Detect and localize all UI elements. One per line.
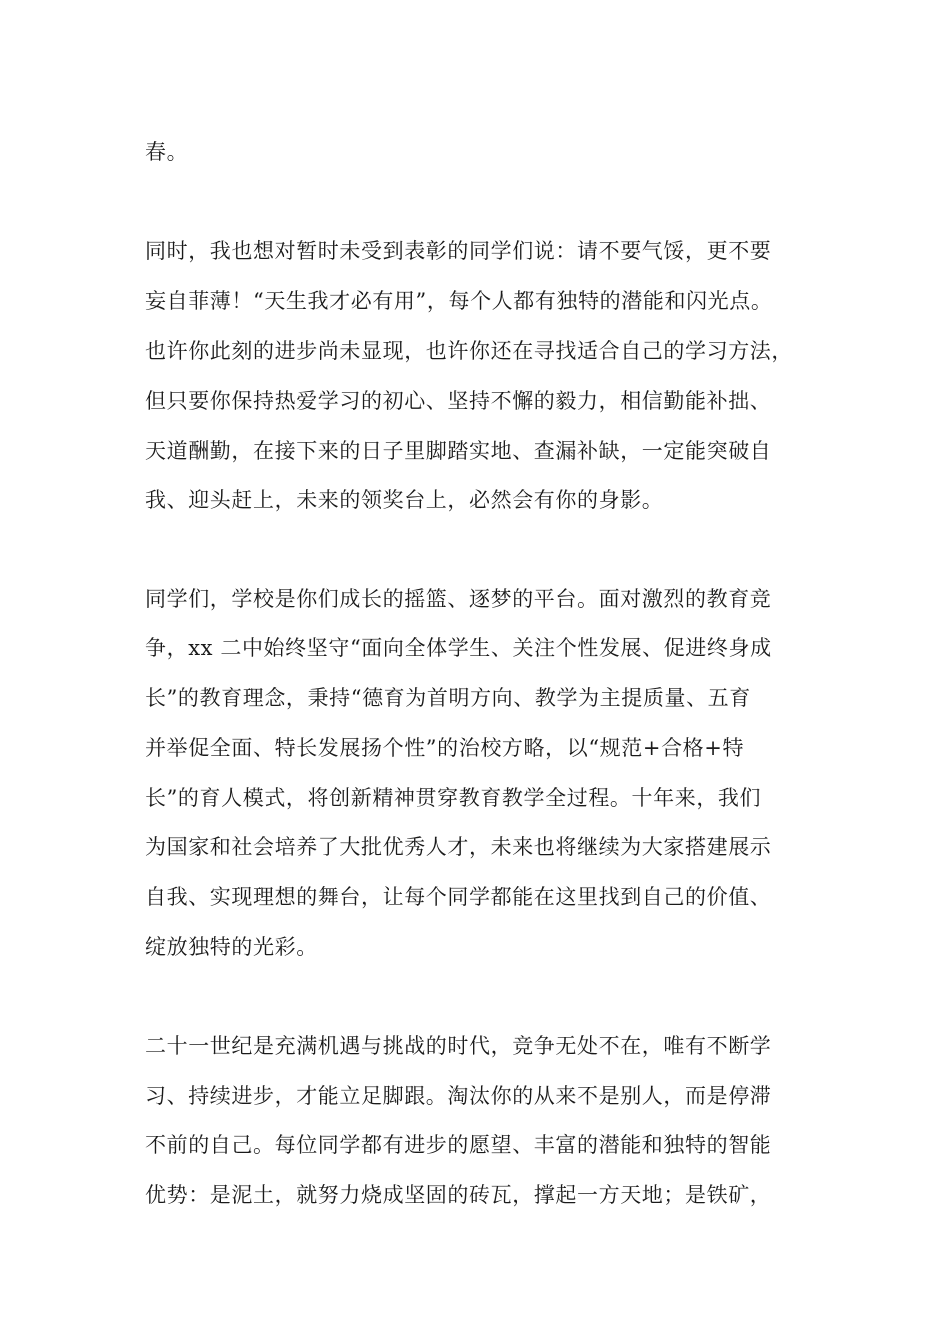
- text-line: 优势：是泥土，就努力烧成坚固的砖瓦，撑起一方天地；是铁矿，: [145, 1183, 772, 1207]
- text-line: 天道酬勤，在接下来的日子里脚踏实地、查漏补缺，一定能突破自: [145, 439, 772, 463]
- text-line: 自我、实现理想的舞台，让每个同学都能在这里找到自己的价值、: [145, 885, 772, 909]
- text-line: 同时，我也想对暂时未受到表彰的同学们说：请不要气馁，更不要: [145, 239, 772, 263]
- text-line: 妄自菲薄！“天生我才必有用”，每个人都有独特的潜能和闪光点。: [145, 289, 773, 313]
- text-line: 绽放独特的光彩。: [145, 935, 318, 959]
- text-line: 也许你此刻的进步尚未显现，也许你还在寻找适合自己的学习方法，: [145, 339, 793, 363]
- text-line: 我、迎头赶上，未来的领奖台上，必然会有你的身影。: [145, 488, 664, 512]
- text-line: 长”的育人模式，将创新精神贯穿教育教学全过程。十年来，我们: [145, 786, 762, 810]
- text-line: 同学们，学校是你们成长的摇篮、逐梦的平台。面对激烈的教育竞: [145, 587, 772, 611]
- text-line: 二十一世纪是充满机遇与挑战的时代，竞争无处不在，唯有不断学: [145, 1034, 772, 1058]
- text-line: 为国家和社会培养了大批优秀人才，未来也将继续为大家搭建展示: [145, 835, 772, 859]
- text-line: 春。: [145, 140, 189, 164]
- text-line: 争，xx 二中始终坚守“面向全体学生、关注个性发展、促进终身成: [145, 636, 772, 660]
- text-line: 但只要你保持热爱学习的初心、坚持不懈的毅力，相信勤能补拙、: [145, 389, 772, 413]
- text-line: 长”的教育理念，秉持“德育为首明方向、教学为主提质量、五育: [145, 686, 751, 710]
- text-line: 并举促全面、特长发展扬个性”的治校方略，以“规范+合格+特: [145, 736, 745, 760]
- text-line: 习、持续进步，才能立足脚跟。淘汰你的从来不是别人，而是停滞: [145, 1084, 772, 1108]
- text-line: 不前的自己。每位同学都有进步的愿望、丰富的潜能和独特的智能: [145, 1133, 772, 1157]
